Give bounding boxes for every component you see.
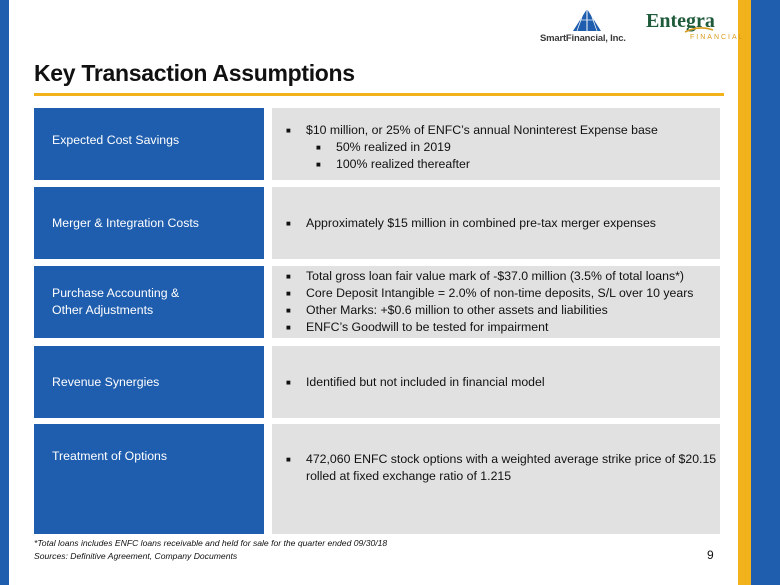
bullet-square-icon: ■ [286, 289, 291, 298]
bullet-item [286, 215, 720, 232]
right-gold-bar [738, 0, 751, 585]
assumption-row-purchase-accounting [34, 266, 720, 338]
bullet-text: Approximately $15 million in combined pre-tax merger expenses [306, 215, 656, 230]
bullet-item [286, 451, 720, 468]
bullet-text: 100% realized thereafter [336, 157, 470, 171]
row-content-box [272, 187, 720, 259]
row-label-box [34, 424, 264, 534]
page-title: Key Transaction Assumptions [34, 60, 355, 86]
entegra-logo [640, 10, 745, 46]
row-label: Treatment of Options [52, 449, 168, 463]
title-underline [34, 93, 724, 96]
bullet-text: Identified but not included in financial model [306, 374, 545, 389]
entegra-logo-text: Entegra [646, 10, 715, 32]
row-label-box [34, 346, 264, 418]
row-label: Purchase Accounting & [52, 286, 180, 300]
row-label-box [34, 108, 264, 180]
entegra-swoosh-icon [684, 26, 714, 34]
bullet-square-icon: ■ [286, 272, 291, 281]
assumption-row-merger-costs [34, 187, 720, 259]
assumption-row-cost-savings [34, 108, 720, 180]
smartfinancial-logo [540, 8, 635, 46]
assumption-row-options [34, 424, 720, 534]
row-label-box [34, 266, 264, 338]
bullet-text: Core Deposit Intangible = 2.0% of non-time deposits, S/L over 10 years [306, 286, 694, 300]
row-content-box [272, 266, 720, 338]
bullet-item [286, 319, 720, 336]
bullet-text: rolled at fixed exchange ratio of 1.215 [306, 469, 512, 483]
row-label: Other Adjustments [52, 303, 154, 317]
bullet-square-icon: ■ [286, 455, 291, 464]
footnote [34, 537, 387, 563]
bullet-square-icon: ■ [316, 160, 321, 169]
bullet-square-icon: ■ [286, 126, 291, 135]
row-label: Expected Cost Savings [52, 133, 180, 147]
bullet-text: 472,060 ENFC stock options with a weighted average strike price of $20.15 [306, 452, 717, 466]
sub-bullet-item [286, 139, 720, 156]
sources-line: Sources: Definitive Agreement, Company Documents [34, 551, 238, 561]
bullet-square-icon: ■ [286, 218, 291, 228]
left-accent-bar [0, 0, 9, 585]
row-label: Merger & Integration Costs [52, 215, 199, 230]
bullet-continuation [286, 468, 720, 485]
row-label-box [34, 187, 264, 259]
row-content-box [272, 108, 720, 180]
assumption-row-revenue-synergies [34, 346, 720, 418]
bullet-item [286, 302, 720, 319]
smartfinancial-triangle-icon [572, 8, 602, 32]
bullet-text: $10 million, or 25% of ENFC’s annual Noninterest Expense base [306, 123, 658, 137]
sub-bullet-item [286, 156, 720, 173]
right-blue-bar [751, 0, 780, 585]
row-content-box [272, 424, 720, 534]
bullet-text: Total gross loan fair value mark of -$37.0 million (3.5% of total loans*) [306, 269, 684, 283]
bullet-square-icon: ■ [286, 306, 291, 315]
bullet-item [286, 268, 720, 285]
row-content-box [272, 346, 720, 418]
smartfinancial-logo-text: SmartFinancial, Inc. [540, 33, 626, 44]
bullet-item [286, 374, 720, 391]
bullet-square-icon: ■ [286, 377, 291, 387]
bullet-text: ENFC’s Goodwill to be tested for impairment [306, 320, 549, 334]
bullet-square-icon: ■ [316, 143, 321, 152]
footnote-line: *Total loans includes ENFC loans receivable and held for sale for the quarter ended 09/30/18 [34, 538, 388, 548]
row-label: Revenue Synergies [52, 374, 160, 389]
page-number: 9 [707, 548, 714, 562]
bullet-text: Other Marks: +$0.6 million to other assets and liabilities [306, 303, 608, 317]
bullet-item [286, 122, 720, 139]
bullet-square-icon: ■ [286, 323, 291, 332]
bullet-item [286, 285, 720, 302]
bullet-text: 50% realized in 2019 [336, 140, 451, 154]
entegra-logo-subtext: FINANCIAL [690, 34, 745, 41]
